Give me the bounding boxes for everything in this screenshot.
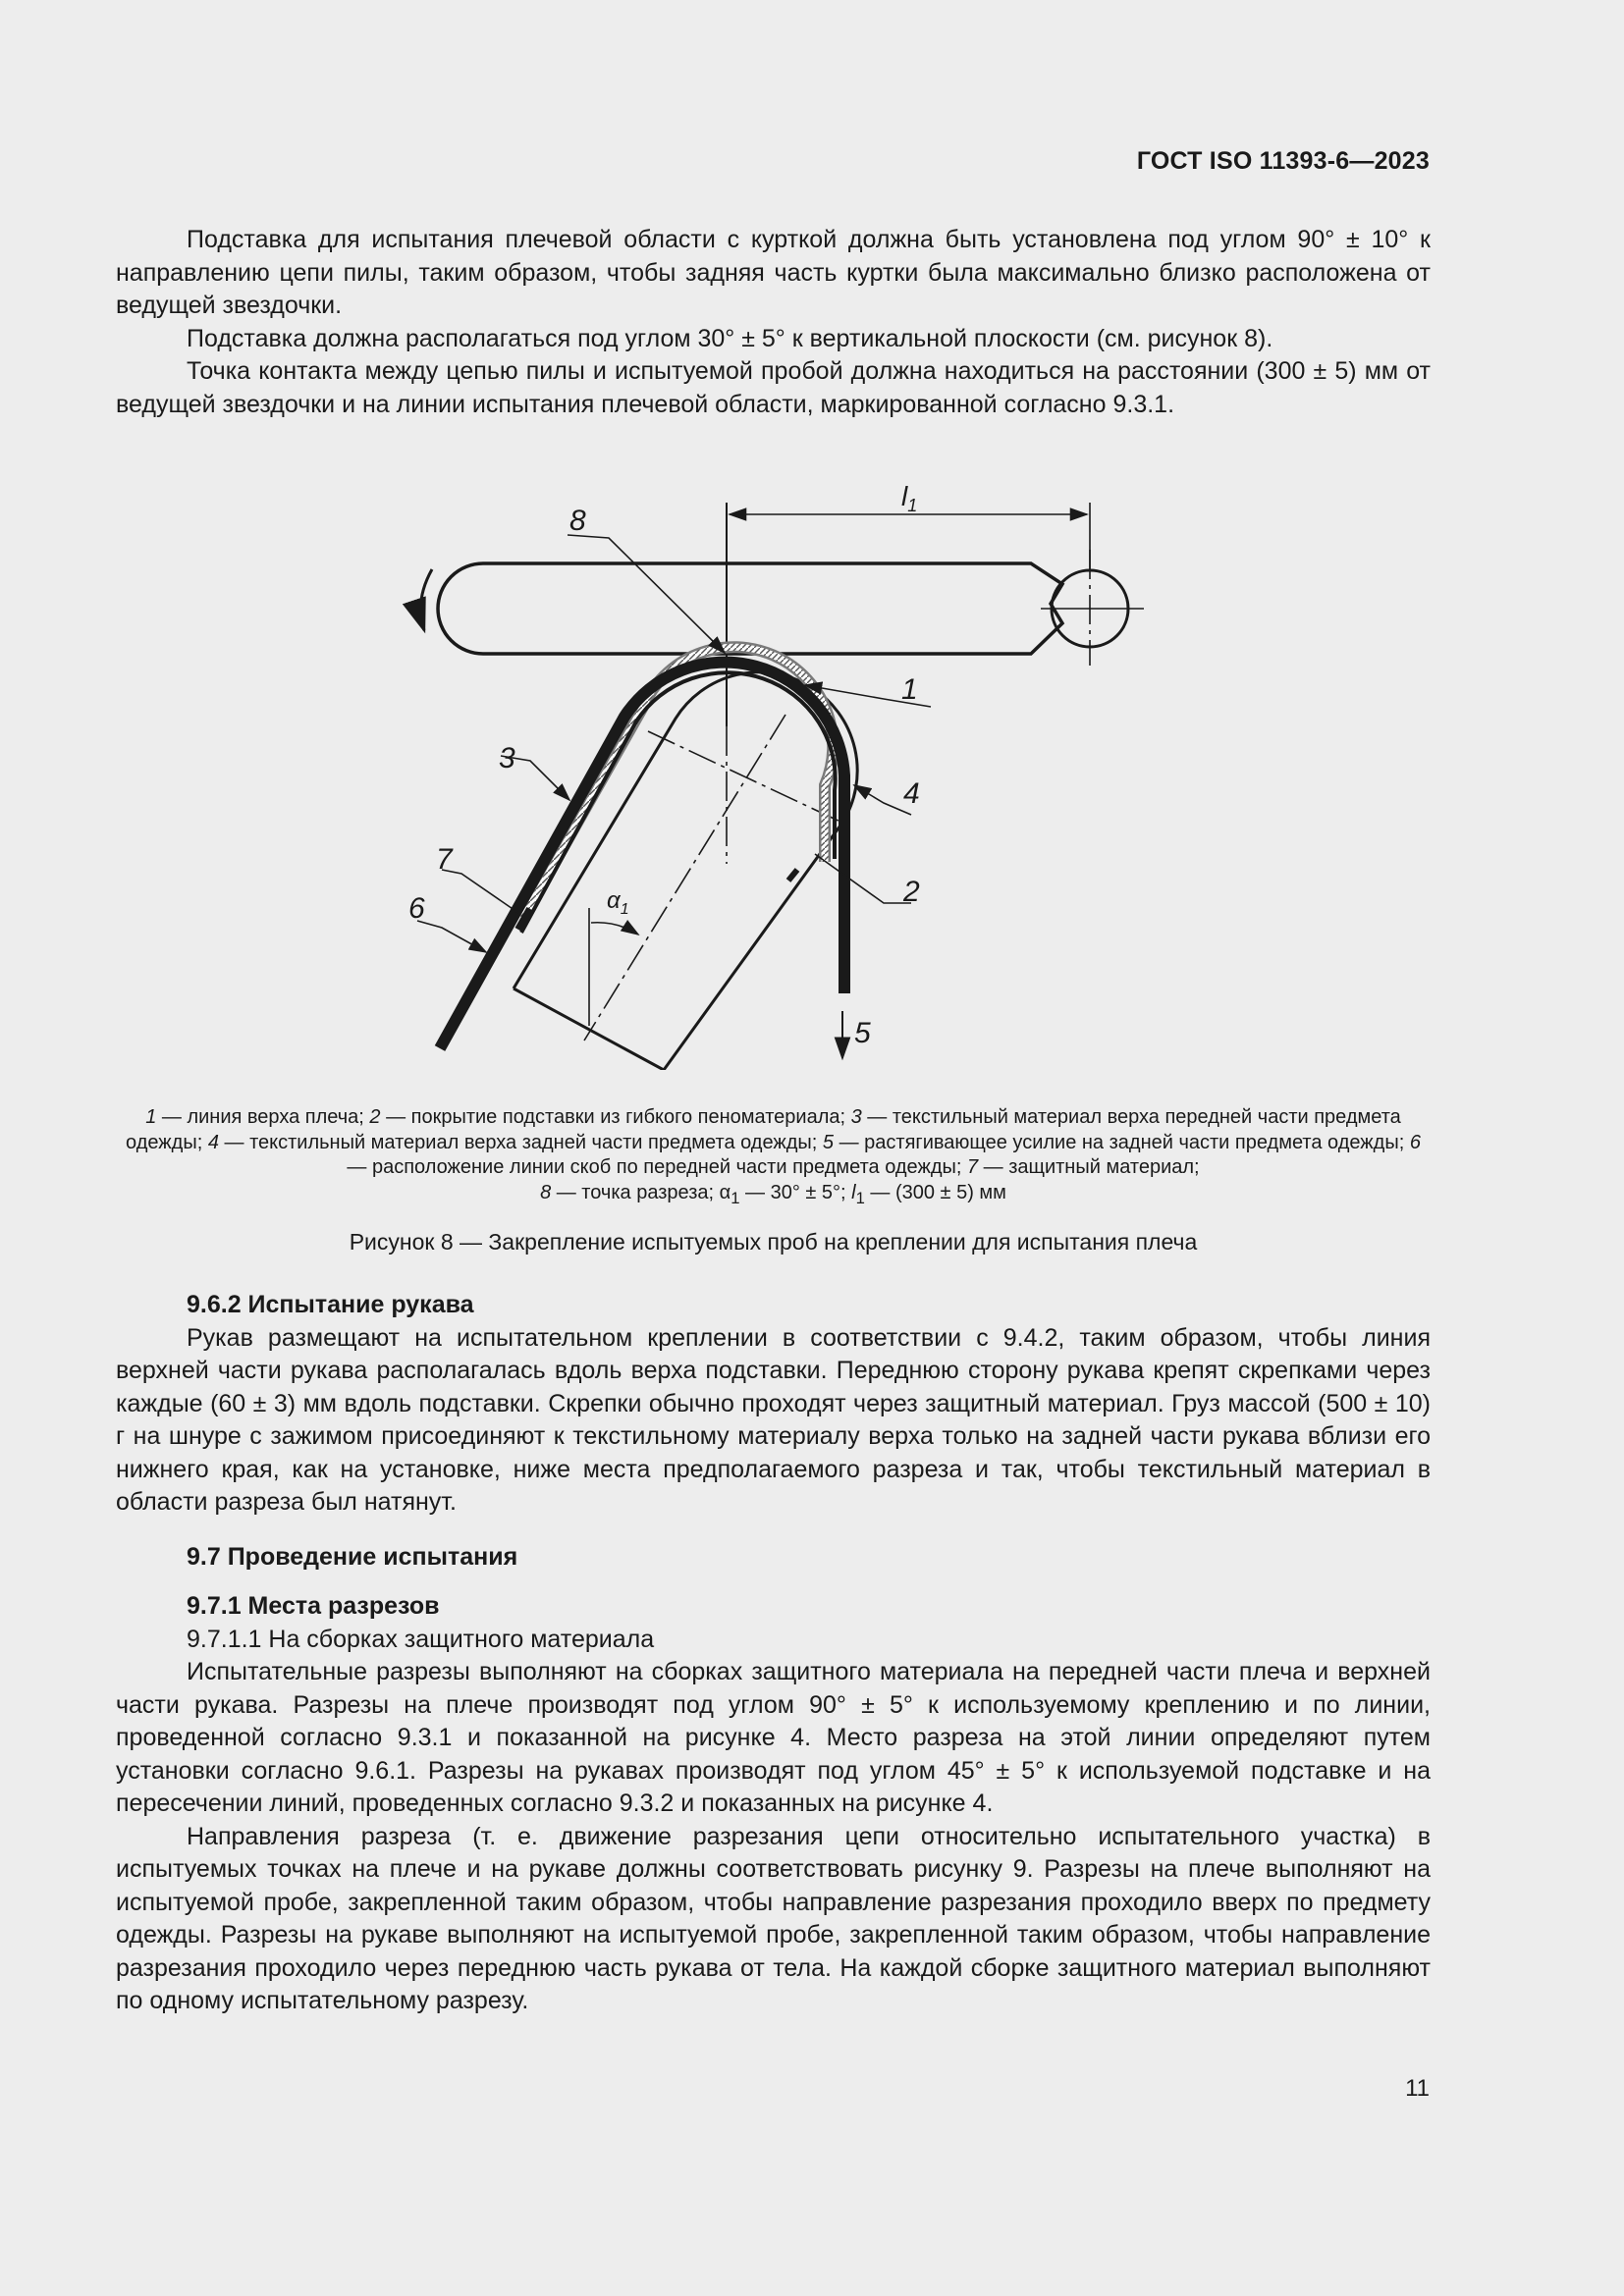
label-1: 1 xyxy=(901,673,918,706)
label-alpha: $\alpha_1$ xyxy=(607,887,629,918)
section-9-7 xyxy=(116,1541,1431,1575)
label-8: 8 xyxy=(569,505,586,537)
label-6: 6 xyxy=(408,892,425,925)
label-7: 7 xyxy=(436,843,453,876)
section-9-6-2 xyxy=(116,1289,1431,1520)
figure-caption: Рисунок 8 — Закрепление испытуемых проб на креплении для испытания плеча xyxy=(349,1229,1198,1255)
section-9-7-1-title: 9.7.1 Места разрезов xyxy=(187,1592,440,1620)
support-board xyxy=(514,672,857,1070)
figure-legend: 1 — линия верха плеча; 2 — покрытие подставки из гибкого пеноматериала; 3 — текстильный материал верха передней части предмета одежды; 4 — текстильный материал верха задней части предмета одежды; 5 — растягивающее усилие на задней части предмета одежды; 6 — расположение линии скоб по передней части предмета одежды; 7 — защитный материал; 8 — точка разреза; $\alpha_1$ — 30° ± 5°; $l_1$ — (300 ± 5) мм xyxy=(126,1106,1421,1207)
section-9-7-1-1-subtitle: 9.7.1.1 На сборках защитного материала xyxy=(187,1625,655,1653)
page-number: 11 xyxy=(1405,2075,1430,2102)
section-9-6-2-paragraph: Рукав размещают на испытательном креплении в соответствии с 9.4.2, таким образом, чтобы линия верхней части рукава располагалась вдоль верха подставки. Переднюю сторону рукава крепят скрепками через каждые (60 ± 3) мм вдоль подставки. Скрепки обычно проходят через защитный материал. Груз массой (500 ± 10) г на шнуре с зажимом присоединяют к текстильному материалу верха только на задней части рукава вблизи его нижнего края, как на установке, ниже места предполагаемого разреза и так, чтобы текстильный материал в области разреза был натянут. xyxy=(116,1323,1431,1516)
intro-paragraph-2: Подставка должна располагаться под углом 30° ± 5° к вертикальной плоскости (см. рисунок 8). xyxy=(187,324,1273,352)
section-9-7-1-paragraph-2: Направления разреза (т. е. движение разрезания цепи относительно испытательного участка) в испытуемых точках на плече и на рукаве должны соответствовать рисунку 9. Разрезы на плече выполняют на испытуемой пробе, закрепленной таким образом, чтобы направление разрезания проходило вверх по предмету одежды. Разрезы на рукаве выполняют на испытуемой пробе, закрепленной таким образом, чтобы направление разрезания проходило через переднюю часть рукава от тела. На каждой сборке защитного материал выполняют по одному испытательному разрезу. xyxy=(116,1822,1431,2014)
label-5: 5 xyxy=(854,1017,871,1049)
section-9-6-2-title: 9.6.2 Испытание рукава xyxy=(187,1291,474,1318)
section-9-7-1-paragraph-1: Испытательные разрезы выполняют на сборках защитного материала на передней части плеча и верхней части рукава. Разрезы на плече производят под углом 90° ± 5° к используемому креплению и по линии, проведенной согласно 9.3.1 и показанной на рисунке 4. Место разреза на этой линии определяют путем установки согласно 9.6.1. Разрезы на рукавах производят под углом 45° ± 5° к используемой подставке и на пересечении линий, проведенных согласно 9.3.2 и показанных на рисунке 4. xyxy=(116,1658,1431,1817)
section-9-7-title: 9.7 Проведение испытания xyxy=(187,1543,518,1571)
label-4: 4 xyxy=(903,777,920,810)
rotation-arrow xyxy=(420,569,432,630)
figure-8-diagram xyxy=(0,481,1624,1070)
document-header: ГОСТ ISO 11393-6—2023 xyxy=(1136,147,1430,175)
label-2: 2 xyxy=(903,876,920,908)
section-9-7-1 xyxy=(116,1590,1431,2018)
intro-text xyxy=(116,224,1431,421)
intro-paragraph-3: Точка контакта между цепью пилы и испытуемой пробой должна находиться на расстоянии (300 ± 5) мм от ведущей звездочки и на линии испытания плечевой области, маркированной согласно 9.3.1. xyxy=(116,357,1431,418)
label-l1: $l_1$ xyxy=(901,481,918,515)
protective-material xyxy=(521,672,836,933)
intro-paragraph-1: Подставка для испытания плечевой области с курткой должна быть установлена под углом 90° ± 10° к направлению цепи пилы, таким образом, чтобы задняя часть куртки была максимально близко расположена от ведущей звездочки. xyxy=(116,226,1431,319)
label-3: 3 xyxy=(499,742,515,774)
saw-bar xyxy=(438,563,1062,654)
